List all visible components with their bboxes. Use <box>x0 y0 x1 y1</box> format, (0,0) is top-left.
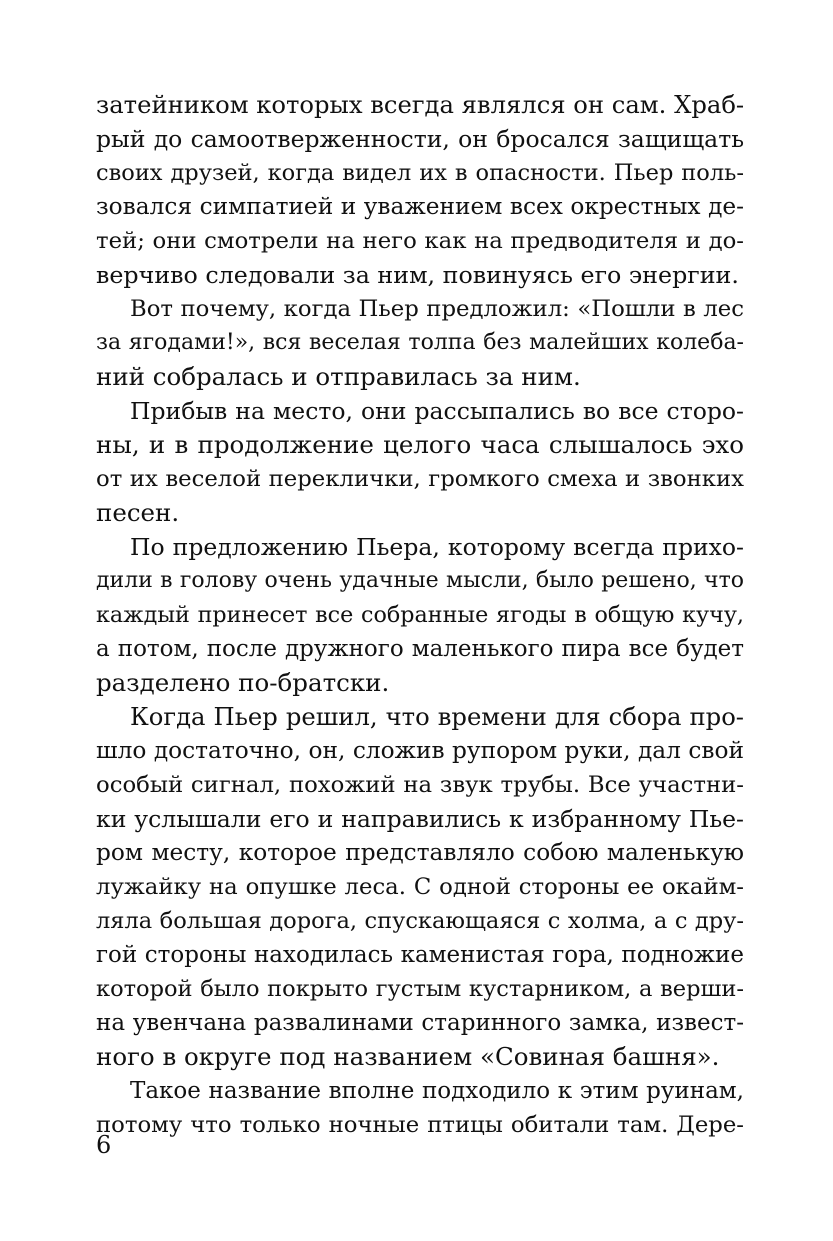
paragraph-4 <box>96 530 744 700</box>
text-line: Вот почему, когда Пьер предложил: «Пошли в лес <box>130 296 744 322</box>
text-line: от их веселой переклички, громкого смеха и звонких <box>96 466 744 492</box>
text-line: шло достаточно, он, сложив рупором руки, дал свой <box>96 737 744 764</box>
text-line: зовался симпатией и уважением всех окрестных де- <box>96 193 744 220</box>
paragraph-2 <box>96 292 744 394</box>
text-line: ки услышали его и направились к избранному Пье- <box>96 805 744 833</box>
text-line: ляла большая дорога, спускающаяся с холма, а с дру- <box>96 908 744 934</box>
text-line: дили в голову очень удачные мысли, было решено, что <box>96 568 744 593</box>
text-line: верчиво следовали за ним, повинуясь его энергии. <box>96 261 739 289</box>
text-line: По предложению Пьера, которому всегда прихо- <box>130 533 744 561</box>
text-line: ны, и в продолжение целого часа слышалось эхо <box>96 430 744 459</box>
text-line: Такое название вполне подходило к этим руинам, <box>130 1078 744 1104</box>
text-line: которой было покрыто густым кустарником, а верши- <box>96 976 744 1002</box>
text-line: своих друзей, когда видел их в опасности. Пьер поль- <box>96 160 744 186</box>
text-line: особый сигнал, похожий на звук трубы. Все участни- <box>96 772 744 798</box>
text-line: а потом, после дружного маленького пира все будет <box>96 636 744 662</box>
text-line: рый до самоотверженности, он бросался защищать <box>96 125 744 153</box>
text-line: разделено по-братски. <box>96 668 390 697</box>
text-line: ного в округе под названием «Совиная башня». <box>96 1042 720 1071</box>
text-line: Когда Пьер решил, что времени для сбора про- <box>130 702 744 731</box>
text-line: за ягодами!», вся веселая толпа без малейших колеба- <box>96 330 744 355</box>
text-line: песен. <box>96 498 180 527</box>
text-line: ний собралась и отправилась за ним. <box>96 362 581 391</box>
paragraph-3 <box>96 394 744 530</box>
text-line: каждый принесет все собранные ягоды в общую кучу, <box>96 602 744 628</box>
page-number: 6 <box>96 1131 112 1159</box>
text-line: тей; они смотрели на него как на предводителя и до- <box>96 228 744 254</box>
page-body <box>96 88 744 1142</box>
text-line: лужайку на опушке леса. С одной стороны ее окайм- <box>96 874 744 900</box>
text-line: Прибыв на место, они рассыпались во все сторо- <box>130 397 744 425</box>
paragraph-1 <box>96 88 744 292</box>
paragraph-6 <box>96 1074 744 1142</box>
text-line: на увенчана развалинами старинного замка, извест- <box>96 1010 744 1036</box>
text-line: ром месту, которое представляло собою маленькую <box>96 839 744 866</box>
text-line: гой стороны находилась каменистая гора, подножие <box>96 942 744 968</box>
text-line: затейником которых всегда являлся он сам. Храб- <box>96 90 745 119</box>
text-line: потому что только ночные птицы обитали там. Дере- <box>96 1112 744 1138</box>
paragraph-5 <box>96 700 744 1074</box>
